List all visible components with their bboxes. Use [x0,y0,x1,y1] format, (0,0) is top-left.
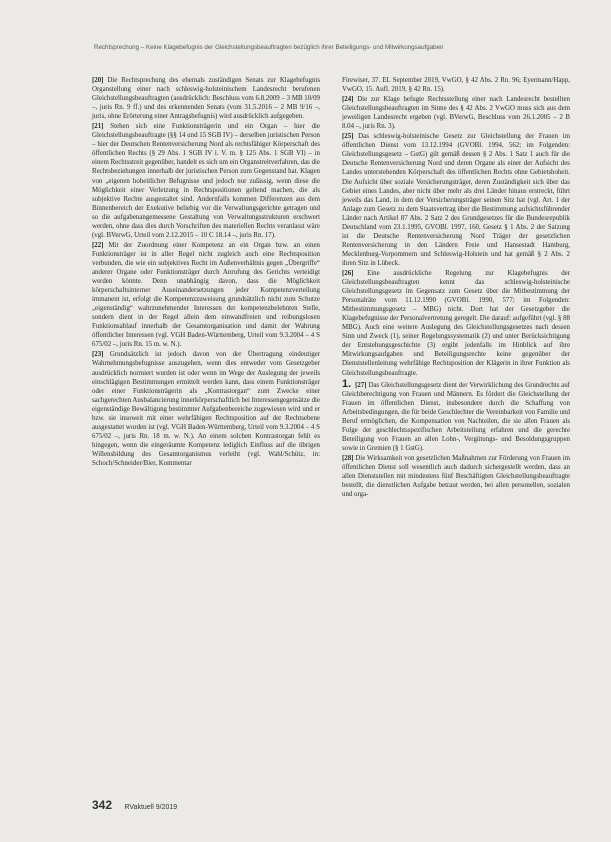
paragraph-text: Die Rechtsprechung des ehemals zuständigen Senats zur Klagebefugnis Organstellung einer nach schleswig-holsteinischem Landesrecht berufenen Gleichstellungsbeauftragten (ausdrücklich: Beschluss vom 6.8.2009 – 3 MB 10/09 –, juris Rn. 9 ff.) und des erkennenden Senats (vom 31.5.2016 – 2 MB 9/16 –, juris, ohne Erörterung einer Antragsbefugnis) wird ausdrücklich aufgegeben. [92,77,321,121]
margin-number: [28] [342,454,354,462]
paragraph [92,122,320,240]
paragraph-text: Eine ausdrückliche Regelung zur Klagebefugnis der Gleichstellungsbeauftragten kennt das schleswig-holsteinische Gleichstellungsgesetz im Gegensatz zum Gesetz über die Mitbestimmung der Personalräte vom 11.12.1990 (GVOBl. 1990, 577; im Folgenden: Mitbestimmungsgesetz – MBG) nicht. Dort hat der Gesetzgeber die Klagebefugnisse der Personalvertretung geregelt. Die darauf: aufgeführt (vgl. § 88 MBG). Auch eine weitere Auslegung des Gleichstellungsgesetzes nach dessen Sinn und Zweck (1), seiner Regelungssystematik (2) und unter Berücksichtigung der Entstehungsgeschichte (3) ergibt jedenfalls im Hinblick auf ihre Mitwirkungsaufgaben und Beteiligungsrechte keine gegenüber der Dienststellenleitung wehrfähige Rechtsposition der Klägerin in ihrer Funktion als Gleichstellungsbeauftragte. [342,269,570,377]
paragraph-text: Grundsätzlich ist jedoch davon von der Übertragung eindeutiger Wahrnehmungsbefugnisse auszugehen, wenn dies entweder vom Gesetzgeber ausdrücklich normiert wurden ist oder wenn im Wege der Auslegung der jeweils einschlägigen Bestimmungen ermittelt werden kann, dass einem Funktionsträger oder einer Funktionsträgerin als „Kontrastorgan“ zum Zwecke einer sachgerechten Ausbalancierung innerkörperschaftlich bei Interessengegensätze die eigenständige Bewältigung bestimmter Aufgabenbereiche zugewiesen wird und er bzw. sie insoweit mit einer wehrfähigen Rechtsposition auf der Rechtsebene ausgestattet worden ist (vgl. VGH Baden-Württemberg, Urteil vom 9.3.2004 – 4 S 675/02 –, juris Rn. 18 m. w. N.). An einem solchen Kontrastorgan fehlt es hingegen, wenn die eingeräumte Kompetenz lediglich Einfluss auf die übrigen Willensbildung des Gesamtorganismus verleiht (vgl. Wahl/Schütz, in: Schoch/Schneider/Bier, Kommentar [92,351,320,467]
margin-number: [27] [355,381,367,389]
page-number: 342 [92,798,113,812]
issue-label: RVaktuell 9/2019 [124,804,178,811]
paragraph [342,269,570,378]
paragraph-text: Die Wirksamkeit von gesetzlichen Maßnahmen zur Förderung von Frauen im öffentlichen Dienst soll wesentlich auch dadurch sichergestellt werden, dass an allen Dienststellen mit mindestens fünf Beschäftigten Gleichstellungsbeauftragte bestellt, die dienstlichen Aufgabe betraut werden, bei allen personellen, sozialen und orga- [342,454,570,499]
page-footer [92,796,177,814]
paragraph [342,379,570,453]
paragraph-text: Firewiser, 37. EL September 2019, VwGO, § 42 Abs. 2 Rn. 96; Eyermann/Happ, VwGO, 15. Aufl. 2019, § 42 Rn. 15). [342,77,570,94]
paragraph-text: Die zur Klage befugte Rechtsstellung einer nach Landesrecht bestellten Gleichstellungsbeauftragten im Sinne des § 42 Abs. 2 VwGO muss sich aus dem jeweiligen Landesrecht ergeben (vgl. BVerwG, Beschluss vom 26.1.2005 – 2 B 8.04 –, juris Rn. 3). [342,96,570,131]
paragraph [342,132,570,268]
margin-number: [25] [342,133,354,141]
margin-number: [26] [342,269,354,277]
paragraph [92,76,320,121]
margin-number: [22] [92,241,104,249]
margin-number: [21] [92,123,104,131]
margin-number: [24] [342,96,354,104]
paragraph [92,350,320,468]
running-header: Rechtsprechung – Keine Klagebefugnis der Gleichstellungsbeauftragten bezüglich ihrer Beteiligungs- und Mitwirkungsaufgaben [94,44,444,51]
paragraph-text: Das schleswig-holsteinische Gesetz zur Gleichstellung der Frauen im öffentlichen Dienst vom 13.12.1994 (GVOBl. 1994, 562; im Folgenden: Gleichstellungsgesetz – GstG) gilt gemäß dessen § 2 Abs. 1 Satz 1 auch für die Deutsche Rentenversicherung Nord und deren Organe als einer der Aufsicht des Landes unterstehenden Körperschaft des öffentlichen Rechts ohne Gebietshoheit. Die Aufsicht über soziale Versicherungsträger, deren Zuständigkeit sich über das Gebiet eines Landes, aber nicht über mehr als drei Länder hinaus erstreckt, führt jeweils das Land, in dem der Versicherungsträger seinen Sitz hat (vgl. Art. 1 der Anlage zum Gesetz zu dem Staatsvertrag über die Bestimmung aufsichtsführender Länder nach Artikel 87 Abs. 2 Satz 2 des Grundgesetzes für die Bundesrepublik Deutschland vom 23.1.1995, GVOBl. 1997, 160, Gesetz § 1 Abs. 2 der Satzung ist die Deutsche Rentenversicherung Nord Träger der gesetzlichen Rentenversicherung in den Ländern Freie und Hansestadt Hamburg, Mecklenburg-Vorpommern und Schleswig-Holstein und hat gemäß § 2 Abs. 2 ihren Sitz in Lübeck. [342,133,570,267]
paragraph [342,95,570,131]
paragraph-text: Stehen sich eine Funktionsträgerin und ein Organ – hier die Gleichstellungsbeauftragte (§§ 14 und 15 SGB IV) – derselben juristischen Person – hier der Deutschen Rentenversicherung Nord als rechtsfähiger Körperschaft des öffentlichen Rechts (§ 29 Abs. 1 SGB IV i. V. m. § 125 Abs. 1 SGB VI) – in einem Rechtsstreit gegenüber, handelt es sich um ein Organstreitverfahren, das die Rechtsbeziehungen innerhalb der juristischen Person zum Gegenstand hat. Klagen von „eigenen hoheitlicher Befugnisse und jedoch nur zulässig, wenn diese die Möglichkeit einer Verletzung in Rechtspositionen geltend machen, die als subjektive Rechte ausgestaltet sind. Andernfalls kommen Differenzen aus dem Binnenbereich der Exekutive beliebig vor die Verwaltungsgerichte getragen und so die aufgabenangemessene Gestaltung von Verwaltungsstrukturen erschwert werden, ohne dass dies durch Vorschriften des materiellen Rechts veranlasst wäre (vgl. BVerwG, Urteil vom 2.12.2015 – 10 C 18.14 –, juris Rn. 17). [92,123,320,239]
paragraph [342,76,570,94]
left-column [92,76,320,469]
section-heading: 1. [342,377,352,390]
paragraph [342,454,570,499]
paragraph-text: Das Gleichstellungsgesetz dient der Verwirklichung des Grundrechts auf Gleichberechtigung von Frauen und Männern. Es fördert die Gleichstellung der Frauen im öffentlichen Dienst, insbesondere durch die Schaffung von Arbeitsbedingungen, die für beide Geschlechter die Vereinbarkeit von Familie und Beruf ermöglichen, die Kompensation von Nachteilen, die sie allen Frauen als Folge der geschlechtsspezifischen Arbeitsteilung erfahren und die gerechte Beteiligung von Frauen an allen Lohn-, Vergütungs- und Besoldungsgruppen sowie in Gremien (§ 1 GstG). [342,381,570,452]
right-column [342,76,570,500]
margin-number: [23] [92,351,104,359]
margin-number: [20] [92,77,104,84]
paragraph [92,241,320,350]
paragraph-text: Mit der Zuordnung einer Kompetenz an ein Organ bzw. an einen Funktionsträger ist in aller Regel nicht zugleich auch eine Rechtsposition verbunden, die wie ein subjektives Recht im Außenverhältnis gegen „Übergriffe“ anderer Organe oder Funktionsträger durch Anrufung des Gerichts verteidigt werden könnte. Denn unabhängig davon, dass die Möglichkeit körperschaftsinterner Auseinandersetzungen jeder Kompetenzverteilung immanent ist, erfolgt die Kompetenzzuweisung grundsätzlich nicht zum Schutze „eigenständig“ wahrzunehmender Interessen der kompetenzbelehnten Stelle, sondern dient in der Regel allein dem einwandfreien und reibungslosen Funktionsablauf innerhalb der Gesamtorganisation und damit der Wahrung öffentlicher Interessen (vgl. VGH Baden-Württemberg, Urteil vom 9.3.2004 – 4 S 675/02 –, juris Rn. 15 m. w. N.). [92,241,320,349]
